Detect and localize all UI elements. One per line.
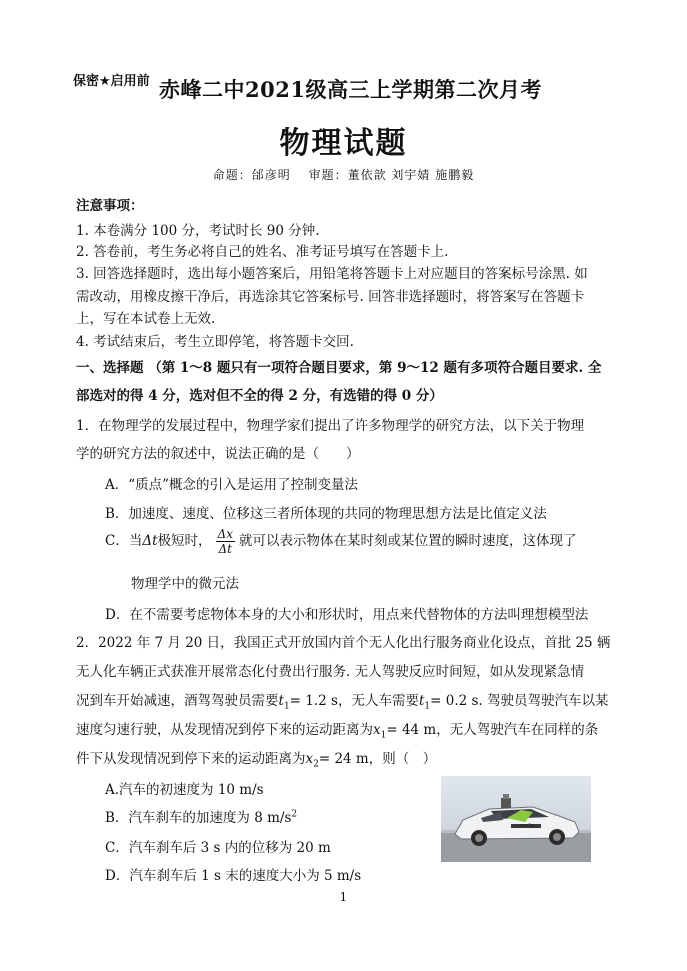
q2-option-b-text: B．汽车刹车的加速度为 8 m/s [105, 810, 292, 826]
note-item: 上，写在本试卷上无效. [76, 311, 216, 327]
x-symbol: x [305, 751, 314, 767]
t-symbol: t [278, 693, 284, 709]
car-side-text: apollo [519, 823, 535, 829]
car-illustration [441, 776, 591, 862]
q2-text: = 24 m，则（ ） [318, 751, 437, 767]
subscript: 1 [283, 701, 290, 712]
question-2-stem: 2．2022 年 7 月 20 日，我国正式开放国内首个无人化出行服务商业化设点，首批 25 辆 [76, 635, 611, 651]
q2-option-b [105, 806, 297, 826]
x-symbol: x [373, 722, 381, 738]
q2-text: = 1.2 s，无人车需要 [289, 693, 419, 709]
subscript: 1 [424, 701, 431, 712]
question-2-stem-cont [76, 747, 436, 770]
confidential-label: 保密★启用前 [73, 74, 150, 89]
question-1-stem: 1．在物理学的发展过程中，物理学家们提出了许多物理学的研究方法，以下关于物理 [76, 418, 585, 434]
q2-text: 速度匀速行驶，从发现情况到停下来的运动距离为 [76, 722, 373, 738]
notes-heading: 注意事项： [76, 198, 144, 214]
authors-line: 命题：邰彦明 审题：董依歆 刘宇婧 施鹏毅 [212, 168, 475, 182]
question-2-stem-cont [76, 689, 609, 712]
question-2-stem-cont [76, 718, 598, 741]
q1-option-a: A．“质点”概念的引入是运用了控制变量法 [105, 477, 359, 493]
t-symbol: t [418, 693, 425, 709]
q1-option-b: B．加速度、速度、位移这三者所体现的共同的物理思想方法是比值定义法 [105, 506, 547, 522]
q2-text: = 44 m，无人驾驶汽车在同样的条 [386, 722, 599, 738]
superscript: 2 [291, 809, 298, 820]
q1-option-c [105, 527, 576, 556]
delta-t-symbol: Δt [142, 533, 158, 549]
fraction-numerator: Δx [217, 527, 233, 541]
q2-text: = 0.2 s. 驾驶员驾驶汽车以某 [430, 693, 609, 709]
q1-option-c-text: C．当 [105, 533, 143, 549]
q1-option-d: D．在不需要考虑物体本身的大小和形状时，用点来代替物体的方法叫理想模型法 [105, 607, 589, 623]
note-item: 1. 本卷满分 100 分，考试时长 90 分钟. [76, 223, 320, 239]
velocity-fraction [216, 527, 235, 556]
page-number: 1 [339, 890, 348, 904]
q2-option-c: C．汽车刹车后 3 s 内的位移为 20 m [105, 840, 331, 856]
note-item: 需改动，用橡皮擦干净后，再选涂其它答案标号. 回答非选择题时，将答案写在答题卡 [76, 289, 585, 305]
question-2-stem-cont: 无人化车辆正式获准开展常态化付费出行服务. 无人驾驶反应时间短，如从发现紧急情 [76, 664, 585, 680]
q1-option-c-text: 就可以表示物体在某时刻或某位置的瞬时速度，这体现了 [238, 533, 577, 549]
note-item: 3. 回答选择题时，选出每小题答案后，用铅笔将答题卡上对应题目的答案标号涂黑. 如 [76, 266, 588, 282]
subscript: 1 [380, 730, 387, 741]
question-1-stem-cont: 学的研究方法的叙述中，说法正确的是（ ） [76, 446, 360, 462]
q1-option-c-text: 极短时， [157, 533, 212, 549]
q2-option-a: A.汽车的初速度为 10 m/s [105, 782, 264, 798]
q2-text: 件下从发现情况到停下来的运动距离为 [76, 751, 306, 767]
q2-option-d: D．汽车刹车后 1 s 末的速度大小为 5 m/s [105, 868, 362, 884]
note-item: 2. 答卷前，考生务必将自己的姓名、准考证号填写在答题卡上. [76, 244, 449, 260]
section-heading: 一、选择题 （第 1～8 题只有一项符合题目要求，第 9～12 题有多项符合题目要求. 全 [76, 360, 602, 376]
subscript: 2 [313, 759, 319, 770]
q1-option-c-cont: 物理学中的微元法 [131, 576, 239, 592]
note-item: 4. 考试结束后，考生立即停笔，将答题卡交回. [76, 334, 354, 350]
section-heading-cont: 部选对的得 4 分，选对但不全的得 2 分，有选错的得 0 分） [76, 388, 443, 404]
exam-title: 赤峰二中2021级高三上学期第二次月考 [159, 77, 542, 102]
fraction-denominator: Δt [218, 542, 232, 556]
autonomous-car-photo [441, 776, 591, 862]
q2-text: 况到车开始减速，酒驾驾驶员需要 [76, 693, 279, 709]
subject-title: 物理试题 [279, 126, 408, 161]
